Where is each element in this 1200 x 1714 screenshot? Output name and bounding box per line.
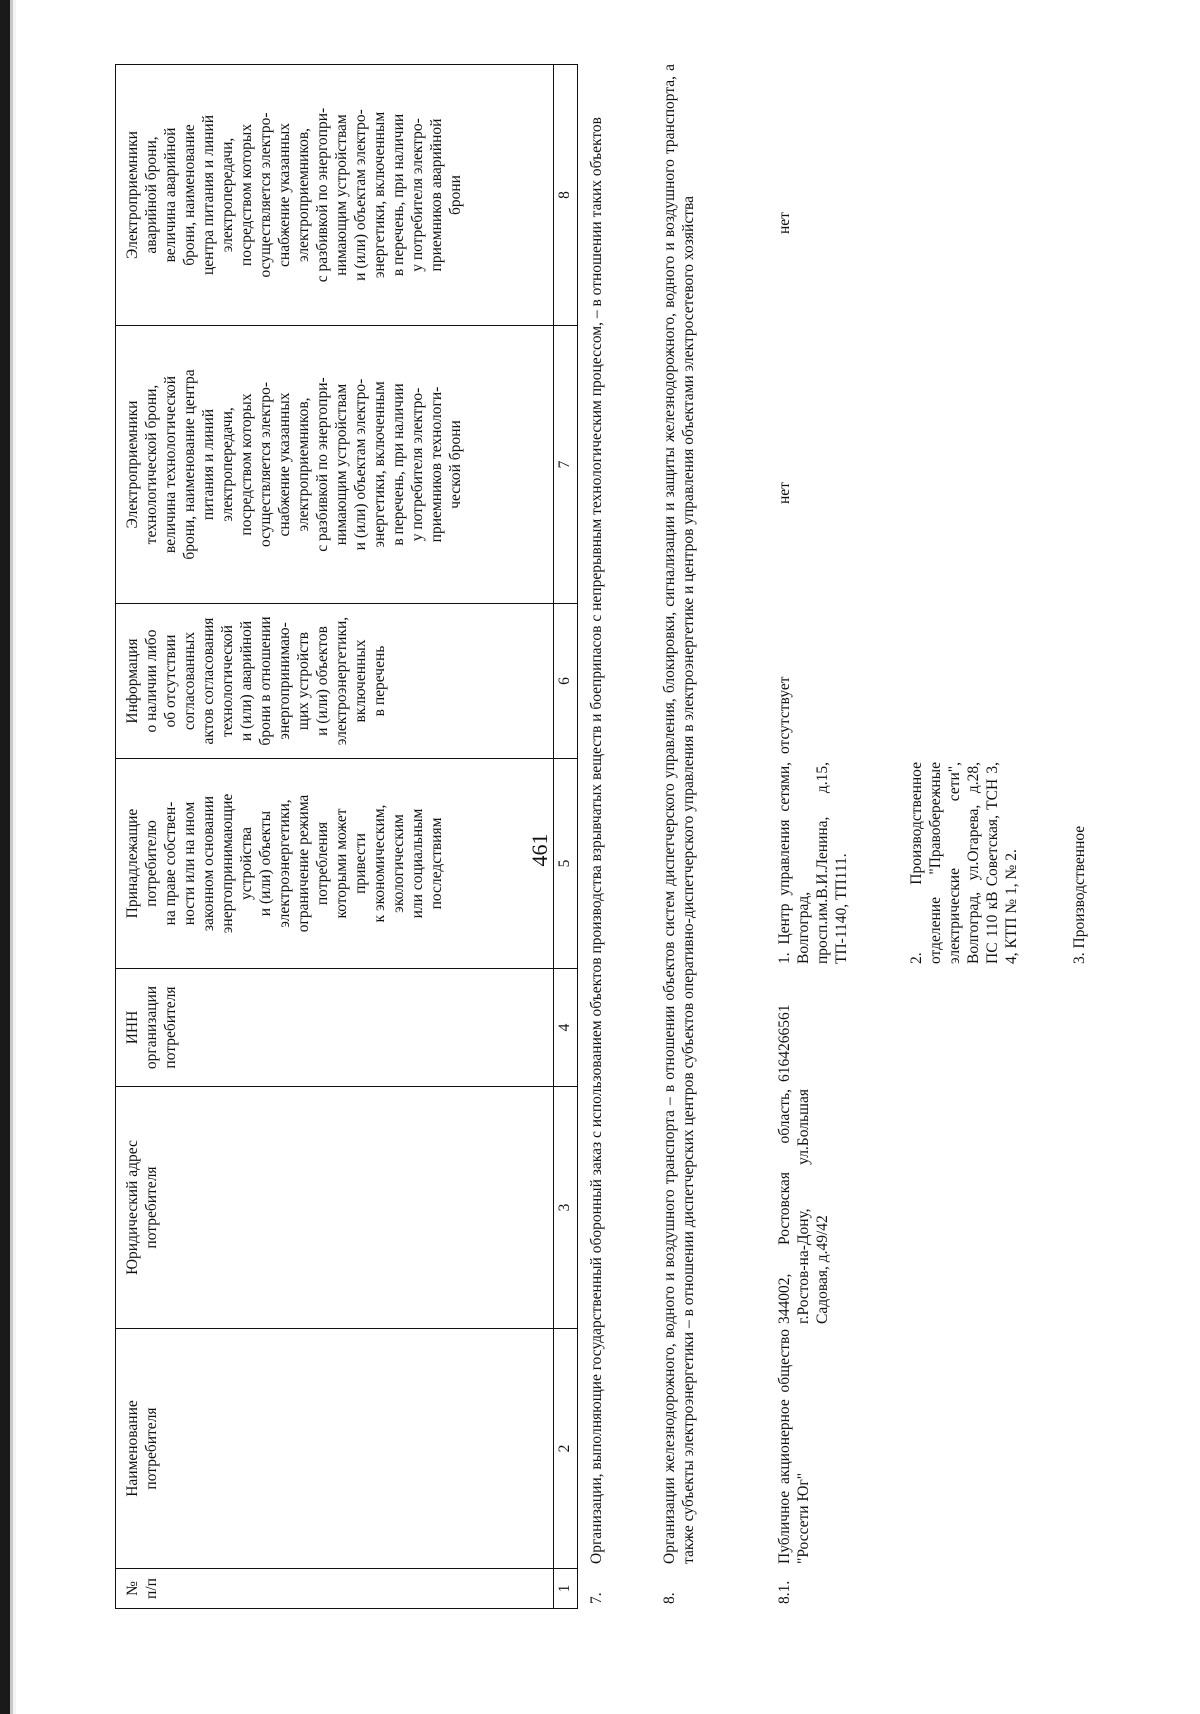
row-tech-reserve: нет	[776, 482, 793, 504]
header-col-6: Информация о наличии либо об отсутствии согласованных актов согласования технологической и (или) аварийной брони в отношении энергопринимаю- щих устройств и (или) объектов электроэнергетики, включенных в перечень	[124, 616, 388, 746]
row-number: 8.1.	[776, 1580, 793, 1604]
header-col-2: Наименование потребителя	[124, 1400, 160, 1497]
col-border-2	[115, 1328, 577, 1329]
section-8-number: 8.	[661, 1592, 678, 1604]
header-col-7: Электроприемники технологической брони, величина технологической брони, наименование центра питания и линий электропередачи, посредством которых осуществляется электро- снабжение указанных электроприемников, с разбивкой по энергопри- нимающим устройствам и (или) объектам электро- энергетики, включенным в перечень, при наличии у потребителя электро- приемников технологи- ческой брони	[124, 369, 464, 560]
col-number-6: 6	[556, 677, 573, 685]
col-number-1: 1	[556, 1584, 573, 1593]
row-device-2: 2. Производственное отделение "Правобережные электрические сети", Волгоград, ул.Огарева, д.28, ПС 110 кВ Советская, ТСН 3, 4, КТП № 1, № 2.	[908, 762, 1020, 964]
col-number-5: 5	[556, 859, 573, 868]
col-number-8: 8	[556, 191, 573, 199]
row-inn: 6164266561	[776, 1004, 793, 1082]
row-emergency-reserve: нет	[776, 212, 793, 234]
section-8-text: Организации железнодорожного, водного и воздушного транспорта – в отношении объектов систем диспетчерского управления, блокировки, сигнализации и защиты железнодорожного, водного и воздушного транспорта, а также субъекты электроэнергетики – в отношении диспетчерских центров субъектов оперативно-диспетчерского управления в электроэнергетике и центров управления объектами электросетевого хозяйства	[661, 64, 697, 1564]
row-name: Публичное акционерное общество "Россети Юг"	[776, 1329, 812, 1564]
page-number: 461	[527, 833, 552, 867]
header-col-5: Принадлежащие потребителю на праве собствен- ности или на ином законном основании энергопринимающие устройства и (или) объекты электроэнергетики, ограничение режима потребления которыми может привести к экономическим, экологическим или социальным последствиям	[124, 793, 445, 934]
header-col-4: ИНН организации потребителя	[124, 985, 179, 1070]
col-number-3: 3	[556, 1203, 573, 1212]
col-border-0	[115, 1608, 577, 1609]
table-border-bottom	[577, 64, 578, 1609]
row-device-1: 1. Центр управления сетями, Волгоград, просп.им.В.И.Ленина, д.15, ТП-1140, ТП111.	[776, 762, 850, 964]
col-number-2: 2	[556, 1444, 573, 1453]
header-col-1: № п/п	[124, 1578, 160, 1599]
table-border-mid	[553, 64, 554, 1609]
col-border-1	[115, 1568, 577, 1569]
col-number-4: 4	[556, 1023, 573, 1032]
col-number-7: 7	[556, 460, 573, 469]
section-7-number: 7.	[588, 1592, 605, 1604]
table-border-top	[115, 64, 116, 1609]
section-7-text: Организации, выполняющие государственный оборонный заказ с использованием объектов производства взрывчатых веществ и боеприпасов с непрерывным технологическим процессом, – в отношении таких объектов	[588, 116, 605, 1564]
row-acts: отсутствует	[776, 676, 793, 754]
col-border-3	[115, 1086, 577, 1087]
header-col-3: Юридический адрес потребителя	[124, 1140, 160, 1275]
row-device-3: 3. Производственное	[1071, 825, 1088, 964]
col-border-4	[115, 968, 577, 969]
rotated-page	[0, 14, 1120, 1714]
row-address: 344002, Ростовская область, г.Ростов-на-Дону, ул.Большая Садовая, д.49/42	[776, 1089, 831, 1324]
header-col-8: Электроприемники аварийной брони, величина аварийной брони, наименование центра питания и линий электропередачи, посредством которых осуществляется электро- снабжение указанных электроприемников, с разбивкой по энергопри- нимающим устройствам и (или) объектам электро- энергетики, включенным в перечень, при наличии у потребителя электро- приемников аварийной брони	[124, 107, 464, 283]
